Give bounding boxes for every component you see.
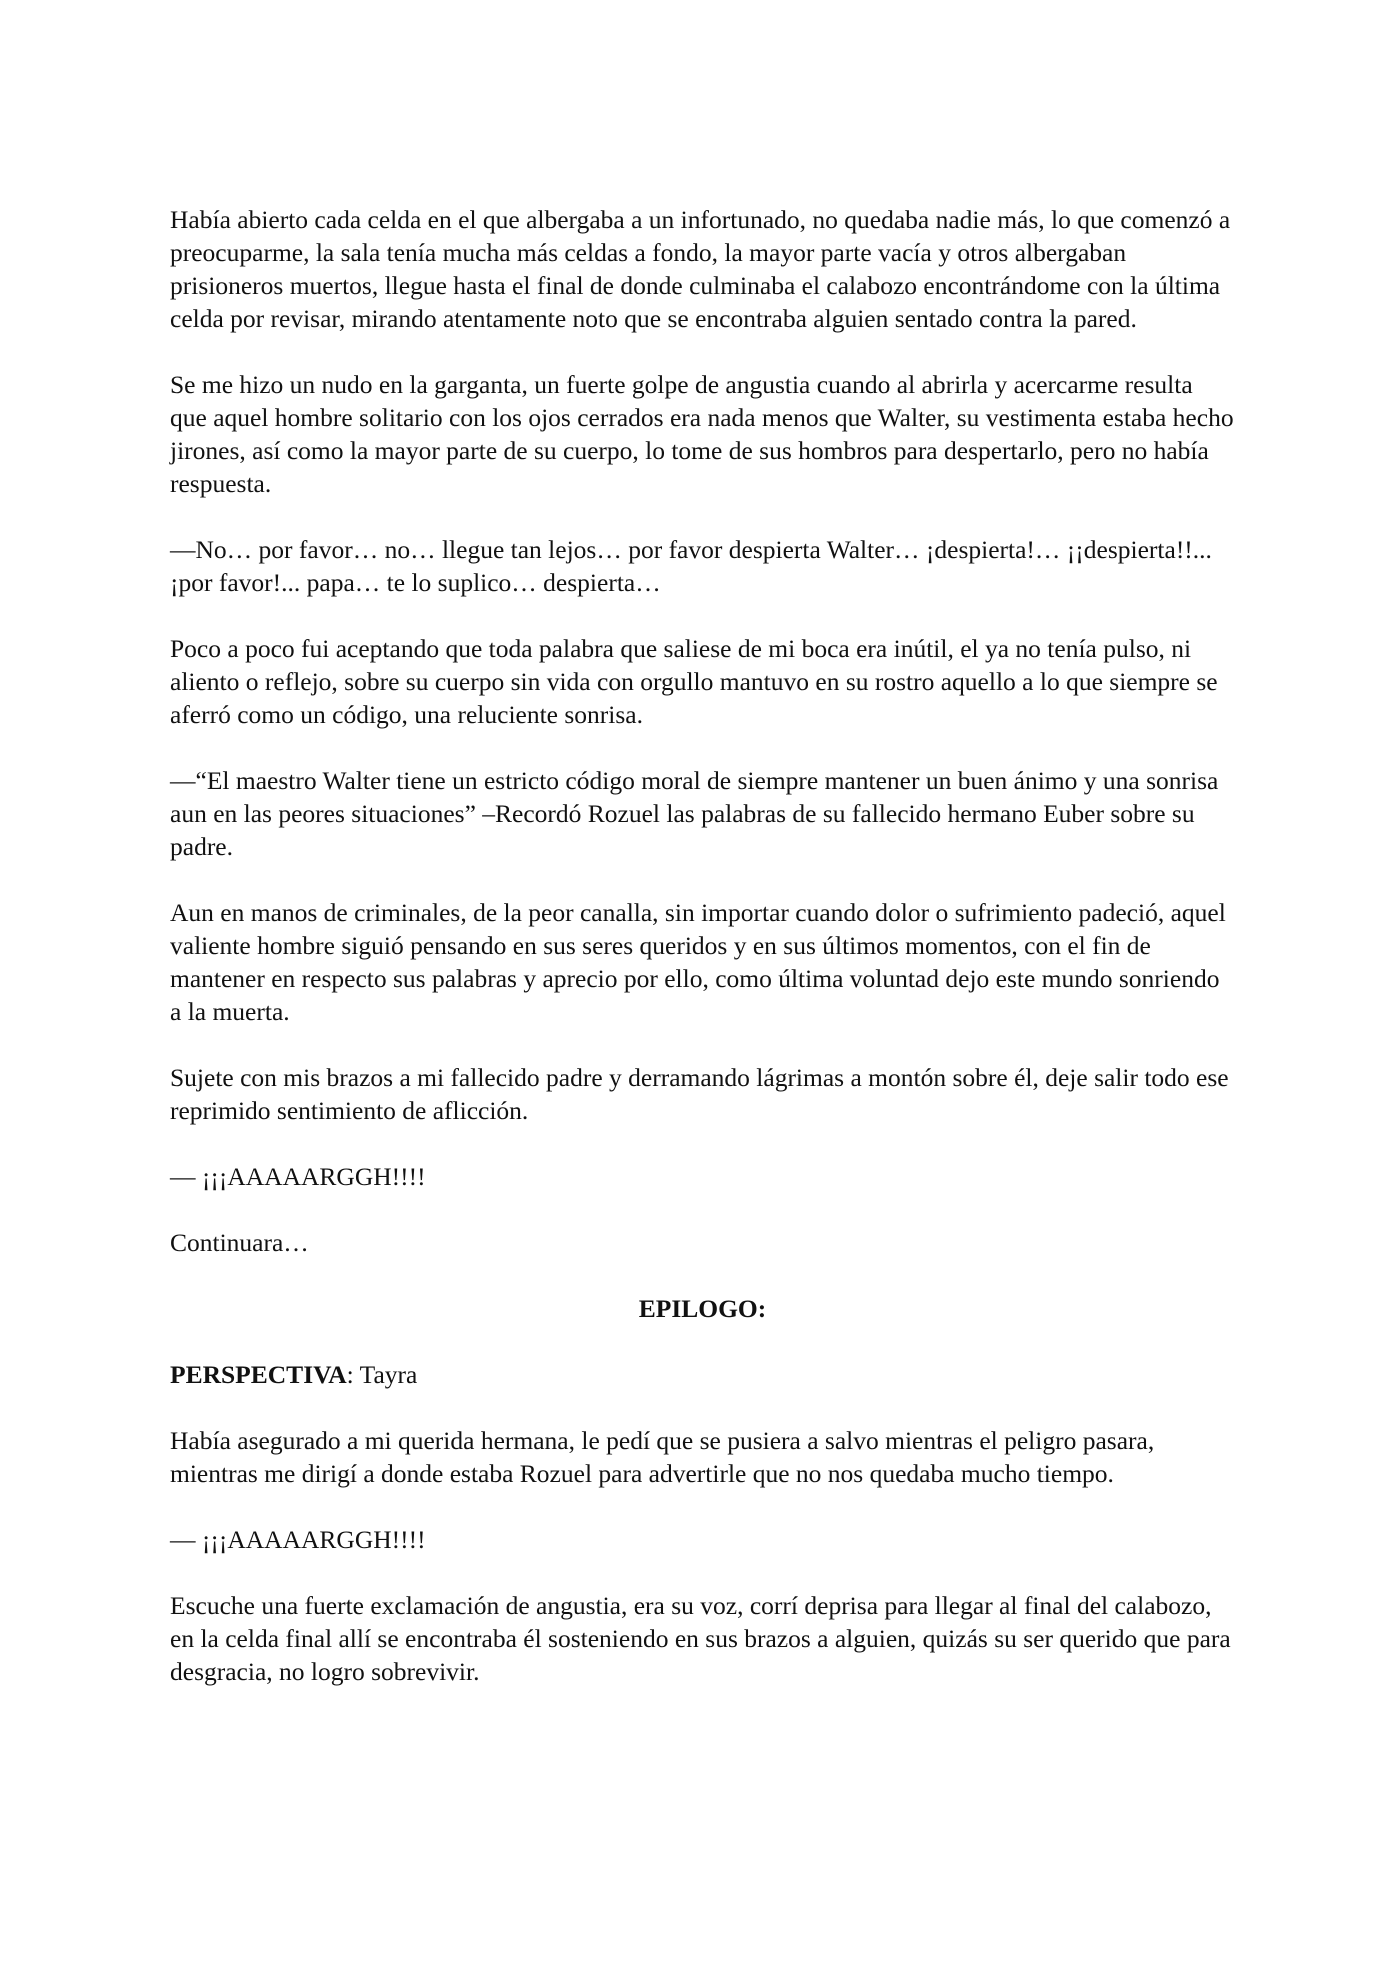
- paragraph: Se me hizo un nudo en la garganta, un fuerte golpe de angustia cuando al abrirla y acercarme resulta que aquel hombre solitario con los ojos cerrados era nada menos que Walter, su vestimenta estaba hecho jirones, así como la mayor parte de su cuerpo, lo tome de sus hombros para despertarlo, pero no había respuesta.: [170, 370, 1234, 498]
- paragraph: Había asegurado a mi querida hermana, le pedí que se pusiera a salvo mientras el peligro pasara, mientras me dirigí a donde estaba Rozuel para advertirle que no nos quedaba mucho tiempo.: [170, 1426, 1155, 1488]
- perspective-separator: :: [346, 1360, 354, 1389]
- perspective-name: Tayra: [353, 1360, 418, 1389]
- paragraph: Había abierto cada celda en el que albergaba a un infortunado, no quedaba nadie más, lo que comenzó a preocuparme, la sala tenía mucha más celdas a fondo, la mayor parte vacía y otros albergaban prisioneros muertos, llegue hasta el final de donde culminaba el calabozo encontrándome con la última celda por revisar, mirando atentamente noto que se encontraba alguien sentado contra la pared.: [170, 205, 1231, 333]
- perspective-label: PERSPECTIVA: [170, 1360, 347, 1389]
- epilogue-heading: EPILOGO:: [638, 1294, 767, 1323]
- perspective-line: [170, 1358, 1235, 1391]
- page-content: [170, 203, 1235, 1721]
- paragraph: Aun en manos de criminales, de la peor canalla, sin importar cuando dolor o sufrimiento padeció, aquel valiente hombre siguió pensando en sus seres queridos y en sus últimos momentos, con el fin de mantener en respecto sus palabras y aprecio por ello, como última voluntad dejo este mundo sonriendo a la muerta.: [170, 898, 1226, 1026]
- paragraph: Escuche una fuerte exclamación de angustia, era su voz, corrí deprisa para llegar al final del calabozo, en la celda final allí se encontraba él sosteniendo en sus brazos a alguien, quizás su ser querido que para desgracia, no logro sobrevivir.: [170, 1591, 1231, 1686]
- exclamation-line: — ¡¡¡AAAAARGGH!!!!: [170, 1162, 426, 1191]
- dialogue-line: —No… por favor… no… llegue tan lejos… por favor despierta Walter… ¡despierta!… ¡¡despierta!!... ¡por favor!... papa… te lo suplico… despierta…: [170, 535, 1212, 597]
- paragraph: Poco a poco fui aceptando que toda palabra que saliese de mi boca era inútil, el ya no tenía pulso, ni aliento o reflejo, sobre su cuerpo sin vida con orgullo mantuvo en su rostro aquello a lo que siempre se aferró como un código, una reluciente sonrisa.: [170, 634, 1218, 729]
- continuation-note: Continuara…: [170, 1228, 309, 1257]
- exclamation-line: — ¡¡¡AAAAARGGH!!!!: [170, 1525, 426, 1554]
- paragraph: Sujete con mis brazos a mi fallecido padre y derramando lágrimas a montón sobre él, deje salir todo ese reprimido sentimiento de aflicción.: [170, 1063, 1229, 1125]
- dialogue-line: —“El maestro Walter tiene un estricto código moral de siempre mantener un buen ánimo y una sonrisa aun en las peores situaciones” –Recordó Rozuel las palabras de su fallecido hermano Euber sobre su padre.: [170, 766, 1219, 861]
